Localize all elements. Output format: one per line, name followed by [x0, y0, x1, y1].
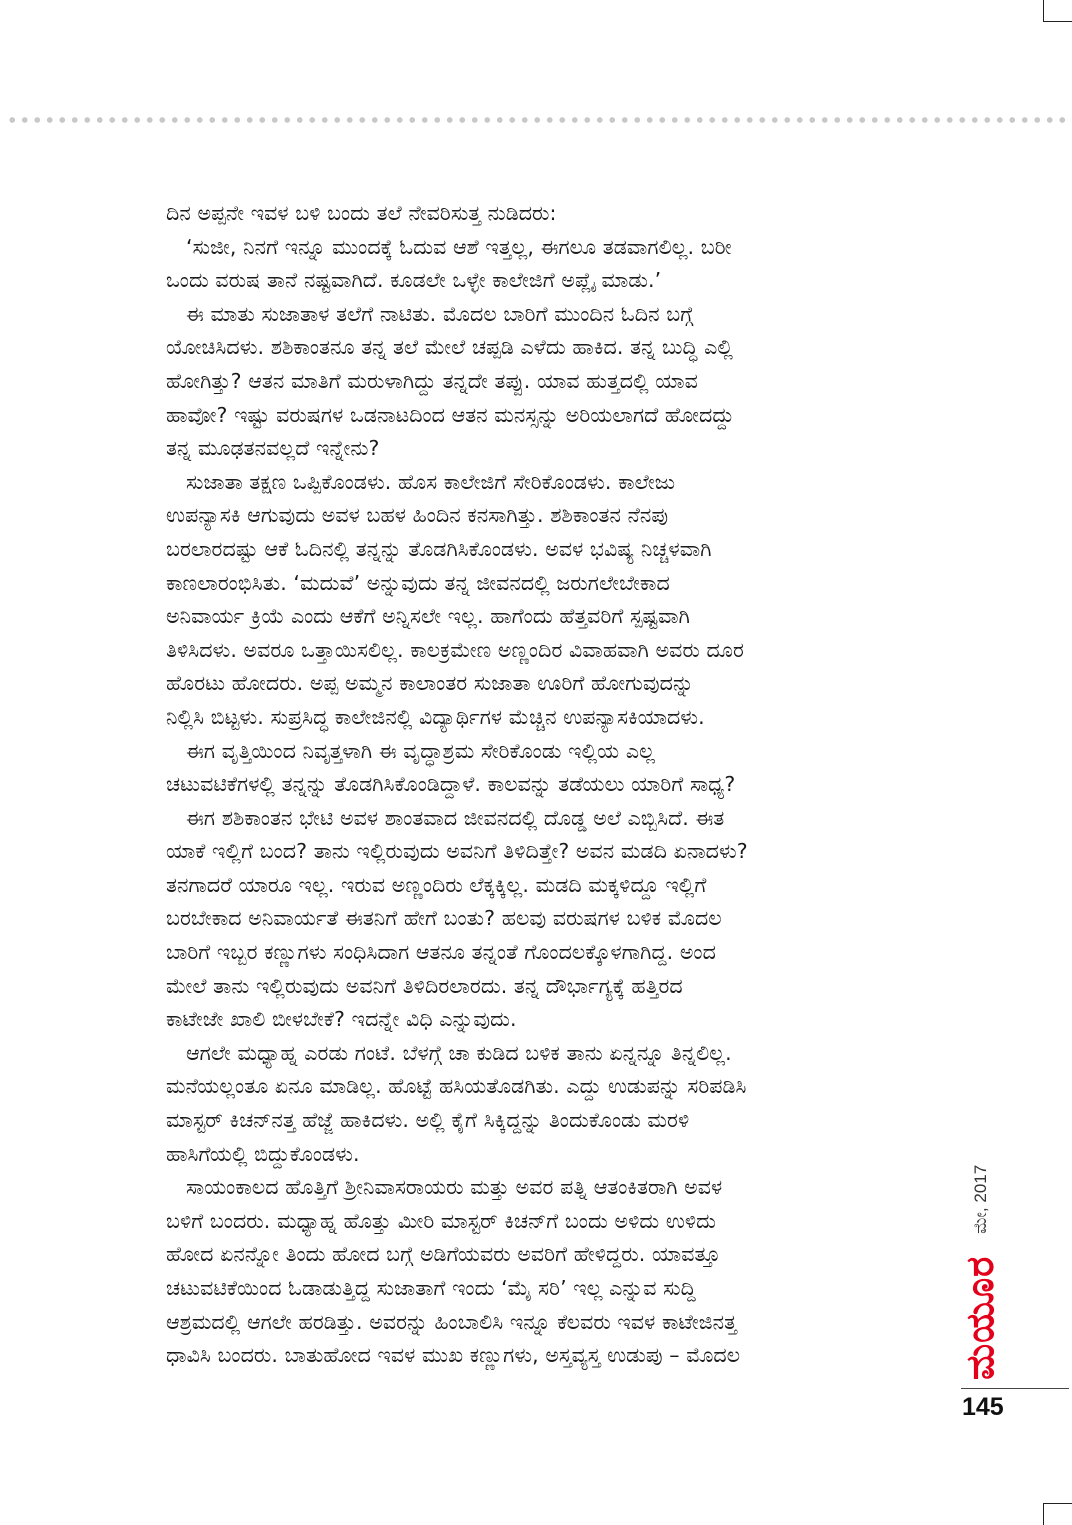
text-line: ತಿಳಿಸಿದಳು. ಅವರೂ ಒತ್ತಾಯಿಸಲಿಲ್ಲ. ಕಾಲಕ್ರಮೇಣ ಅಣ್ಣಂದಿರ ವಿವಾಹವಾಗಿ ಅವರು ದೂರ	[166, 637, 744, 662]
text-line: ಹಾವೋ? ಇಷ್ಟು ವರುಷಗಳ ಒಡನಾಟದಿಂದ ಆತನ ಮನಸ್ಸನ್ನು ಅರಿಯಲಾಗದೆ ಹೋದದ್ದು	[166, 402, 735, 427]
text-line: ಈಗ ಶಶಿಕಾಂತನ ಭೇಟಿ ಅವಳ ಶಾಂತವಾದ ಜೀವನದಲ್ಲಿ ದೊಡ್ಡ ಅಲೆ ಎಬ್ಬಿಸಿದೆ. ಈತ	[186, 805, 725, 830]
text-line: ಸಾಯಂಕಾಲದ ಹೊತ್ತಿಗೆ ಶ್ರೀನಿವಾಸರಾಯರು ಮತ್ತು ಅವರ ಪತ್ನಿ ಆತಂಕಿತರಾಗಿ ಅವಳ	[186, 1175, 723, 1200]
text-line: ಈಗ ವೃತ್ತಿಯಿಂದ ನಿವೃತ್ತಳಾಗಿ ಈ ವೃದ್ಧಾಶ್ರಮ ಸೇರಿಕೊಂಡು ಇಲ್ಲಿಯ ಎಲ್ಲ	[186, 738, 655, 763]
article-body	[166, 197, 918, 1373]
text-line: ಮನೆಯಲ್ಲಂತೂ ಏನೂ ಮಾಡಿಲ್ಲ. ಹೊಟ್ಟೆ ಹಸಿಯತೊಡಗಿತು. ಎದ್ದು ಉಡುಪನ್ನು ಸರಿಪಡಿಸಿ	[166, 1074, 747, 1099]
text-line: ಬರಲಾರದಷ್ಟು ಆಕೆ ಓದಿನಲ್ಲಿ ತನ್ನನ್ನು ತೊಡಗಿಸಿಕೊಂಡಳು. ಅವಳ ಭವಿಷ್ಯ ನಿಚ್ಚಳವಾಗಿ	[166, 536, 712, 561]
text-line: ತನಗಾದರೆ ಯಾರೂ ಇಲ್ಲ. ಇರುವ ಅಣ್ಣಂದಿರು ಲೆಕ್ಕಕ್ಕಿಲ್ಲ. ಮಡದಿ ಮಕ್ಕಳಿದ್ದೂ ಇಲ್ಲಿಗೆ	[166, 872, 707, 897]
page-number: 145	[962, 1393, 1004, 1421]
text-line: ತನ್ನ ಮೂಢತನವಲ್ಲದೆ ಇನ್ನೇನು?	[166, 436, 380, 461]
text-line: ನಿಲ್ಲಿಸಿ ಬಿಟ್ಟಳು. ಸುಪ್ರಸಿದ್ಧ ಕಾಲೇಜಿನಲ್ಲಿ ವಿದ್ಯಾರ್ಥಿಗಳ ಮೆಚ್ಚಿನ ಉಪನ್ಯಾಸಕಿಯಾದಳು.	[166, 704, 705, 729]
text-line: ಮೇಲೆ ತಾನು ಇಲ್ಲಿರುವುದು ಅವನಿಗೆ ತಿಳಿದಿರಲಾರದು. ತನ್ನ ದೌರ್ಭಾಗ್ಯಕ್ಕೆ ಹತ್ತಿರದ	[166, 973, 683, 998]
text-line: ಆಗಲೇ ಮಧ್ಯಾಹ್ನ ಎರಡು ಗಂಟೆ. ಬೆಳಗ್ಗೆ ಚಾ ಕುಡಿದ ಬಳಿಕ ತಾನು ಏನ್ನನ್ನೂ ತಿನ್ನಲಿಲ್ಲ.	[186, 1040, 732, 1065]
crop-mark-top-right-vertical	[1043, 0, 1044, 22]
text-line: ಯಾಕೆ ಇಲ್ಲಿಗೆ ಬಂದ? ತಾನು ಇಲ್ಲಿರುವುದು ಅವನಿಗೆ ತಿಳಿದಿತ್ತೇ? ಅವನ ಮಡದಿ ಏನಾದಳು?	[166, 839, 748, 864]
magazine-sidebar	[958, 1165, 1003, 1380]
text-line: ಆಶ್ರಮದಲ್ಲಿ ಆಗಲೇ ಹರಡಿತ್ತು. ಅವರನ್ನು ಹಿಂಬಾಲಿಸಿ ಇನ್ನೂ ಕೆಲವರು ಇವಳ ಕಾಟೇಜಿನತ್ತ	[166, 1309, 737, 1334]
text-line: ಕಾಣಲಾರಂಭಿಸಿತು. ‘ಮದುವೆ’ ಅನ್ನುವುದು ತನ್ನ ಜೀವನದಲ್ಲಿ ಜರುಗಲೇಬೇಕಾದ	[166, 570, 670, 595]
text-line: ಹೊರಟು ಹೋದರು. ಅಪ್ಪ ಅಮ್ಮನ ಕಾಲಾಂತರ ಸುಜಾತಾ ಊರಿಗೆ ಹೋಗುವುದನ್ನು	[166, 671, 694, 696]
text-line: ಚಟುವಟಿಕೆಗಳಲ್ಲಿ ತನ್ನನ್ನು ತೊಡಗಿಸಿಕೊಂಡಿದ್ದಾಳೆ. ಕಾಲವನ್ನು ತಡೆಯಲು ಯಾರಿಗೆ ಸಾಧ್ಯ?	[166, 772, 736, 797]
text-line: ಉಪನ್ಯಾಸಕಿ ಆಗುವುದು ಅವಳ ಬಹಳ ಹಿಂದಿನ ಕನಸಾಗಿತ್ತು. ಶಶಿಕಾಂತನ ನೆನಪು	[166, 503, 669, 528]
magazine-logo: ಮಯೂರ	[958, 1255, 1002, 1380]
text-line: ದಿನ ಅಪ್ಪನೇ ಇವಳ ಬಳಿ ಬಂದು ತಲೆ ನೇವರಿಸುತ್ತ ನುಡಿದರು:	[166, 201, 557, 225]
crop-mark-bottom-right-horizontal	[1043, 1503, 1072, 1504]
text-line: ಅನಿವಾರ್ಯ ಕ್ರಿಯೆ ಎಂದು ಆಕೆಗೆ ಅನ್ನಿಸಲೇ ಇಲ್ಲ. ಹಾಗೆಂದು ಹೆತ್ತವರಿಗೆ ಸ್ಪಷ್ಟವಾಗಿ	[166, 604, 690, 629]
text-line: ಕಾಟೇಜೇ ಖಾಲಿ ಬೀಳಬೇಕೆ? ಇದನ್ನೇ ವಿಧಿ ಎನ್ನುವುದು.	[166, 1007, 517, 1032]
text-line: ಹೋಗಿತ್ತು? ಆತನ ಮಾತಿಗೆ ಮರುಳಾಗಿದ್ದು ತನ್ನದೇ ತಪ್ಪು. ಯಾವ ಹುತ್ತದಲ್ಲಿ ಯಾವ	[166, 368, 698, 393]
text-line: ಧಾವಿಸಿ ಬಂದರು. ಬಾತುಹೋದ ಇವಳ ಮುಖ ಕಣ್ಣುಗಳು, ಅಸ್ತವ್ಯಸ್ತ ಉಡುಪು – ಮೊದಲ	[166, 1343, 741, 1368]
text-line: ಒಂದು ವರುಷ ತಾನೆ ನಷ್ಟವಾಗಿದೆ. ಕೂಡಲೇ ಒಳ್ಳೇ ಕಾಲೇಜಿಗೆ ಅಪ್ಲೈ ಮಾಡು.’	[166, 268, 662, 293]
text-line: ಹೋದ ಏನನ್ನೋ ತಿಂದು ಹೋದ ಬಗ್ಗೆ ಅಡಿಗೆಯವರು ಅವರಿಗೆ ಹೇಳಿದ್ದರು. ಯಾವತ್ತೂ	[166, 1242, 721, 1267]
text-line: ಸುಜಾತಾ ತಕ್ಷಣ ಒಪ್ಪಿಕೊಂಡಳು. ಹೊಸ ಕಾಲೇಜಿಗೆ ಸೇರಿಕೊಂಡಳು. ಕಾಲೇಜು	[186, 469, 676, 494]
text-line: ಯೋಚಿಸಿದಳು. ಶಶಿಕಾಂತನೂ ತನ್ನ ತಲೆ ಮೇಲೆ ಚಪ್ಪಡಿ ಎಳೆದು ಹಾಕಿದ. ತನ್ನ ಬುದ್ಧಿ ಎಲ್ಲಿ	[166, 335, 733, 360]
crop-mark-bottom-right-vertical	[1043, 1503, 1044, 1525]
text-line: ಬರಬೇಕಾದ ಅನಿವಾರ್ಯತೆ ಈತನಿಗೆ ಹೇಗೆ ಬಂತು? ಹಲವು ವರುಷಗಳ ಬಳಿಕ ಮೊದಲ	[166, 906, 722, 931]
dotted-divider	[6, 116, 1066, 124]
crop-mark-top-right-horizontal	[1043, 21, 1072, 22]
text-line: ಈ ಮಾತು ಸುಜಾತಾಳ ತಲೆಗೆ ನಾಟಿತು. ಮೊದಲ ಬಾರಿಗೆ ಮುಂದಿನ ಓದಿನ ಬಗ್ಗೆ	[186, 301, 694, 326]
text-line: ಚಟುವಟಿಕೆಯಿಂದ ಓಡಾಡುತ್ತಿದ್ದ ಸುಜಾತಾಗೆ ಇಂದು ‘ಮೈ ಸರಿ’ ಇಲ್ಲ ಎನ್ನುವ ಸುದ್ದಿ	[166, 1276, 696, 1300]
issue-date: ಮೇ, 2017	[970, 1164, 990, 1234]
text-line: ಮಾಸ್ಟರ್ ಕಿಚನ್‌ನತ್ತ ಹೆಜ್ಜೆ ಹಾಕಿದಳು. ಅಲ್ಲಿ ಕೈಗೆ ಸಿಕ್ಕಿದ್ದನ್ನು ತಿಂದುಕೊಂಡು ಮರಳಿ	[166, 1108, 690, 1133]
text-line: ಹಾಸಿಗೆಯಲ್ಲಿ ಬಿದ್ದುಕೊಂಡಳು.	[166, 1141, 360, 1166]
text-line: ಬಳಿಗೆ ಬಂದರು. ಮಧ್ಯಾಹ್ನ ಹೊತ್ತು ಮೀರಿ ಮಾಸ್ಟರ್ ಕಿಚನ್‌ಗೆ ಬಂದು ಅಳಿದು ಉಳಿದು	[166, 1208, 717, 1233]
text-line: ‘ಸುಜೀ, ನಿನಗೆ ಇನ್ನೂ ಮುಂದಕ್ಕೆ ಓದುವ ಆಶೆ ಇತ್ತಲ್ಲ, ಈಗಲೂ ತಡವಾಗಲಿಲ್ಲ. ಬರೀ	[186, 234, 732, 259]
text-line: ಬಾರಿಗೆ ಇಬ್ಬರ ಕಣ್ಣುಗಳು ಸಂಧಿಸಿದಾಗ ಆತನೂ ತನ್ನಂತೆ ಗೊಂದಲಕ್ಕೊಳಗಾಗಿದ್ದ. ಅಂದ	[166, 940, 716, 965]
page-number-rule	[961, 1388, 1069, 1389]
